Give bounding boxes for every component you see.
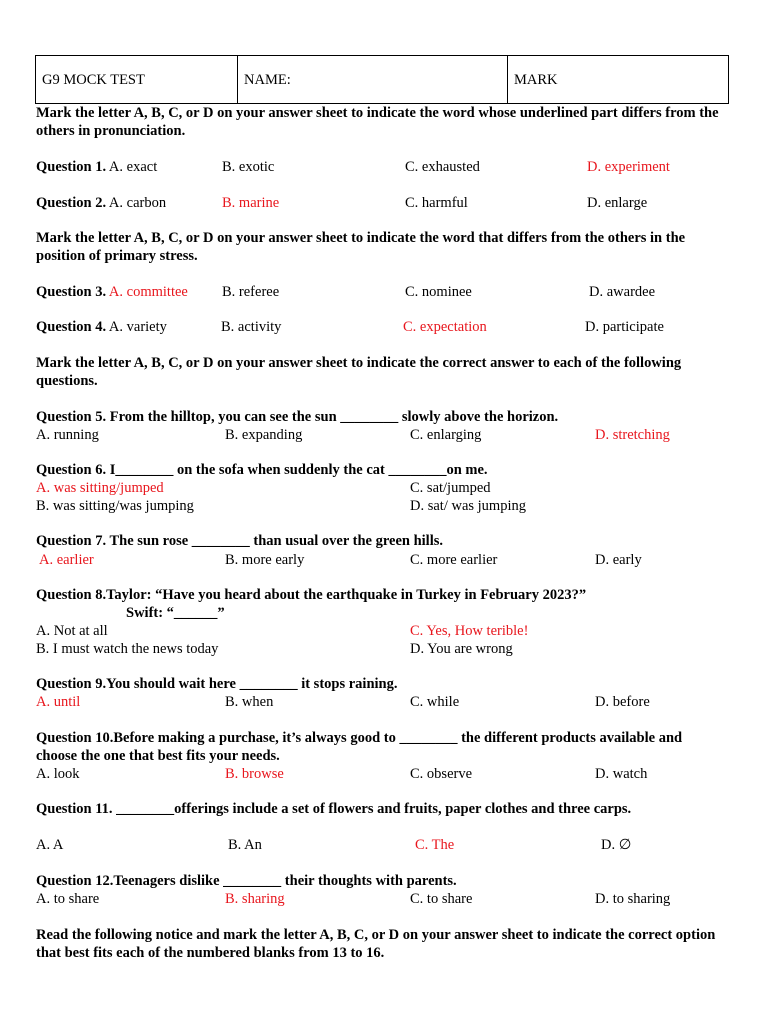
option-d: D. before [595, 694, 650, 710]
option-c: C. more earlier [410, 552, 498, 568]
option-b-answer: B. marine [222, 195, 280, 211]
name-label: NAME: [244, 72, 291, 88]
question-prompt: Taylor: “Have you heard about the earthquake in Turkey in February 2023?” [106, 587, 587, 603]
instruction-notice: Read the following notice and mark the letter A, B, C, or D on your answer sheet to indicate the correct option that best fits each of the numbered blanks from 13 to 16. [36, 927, 716, 961]
instruction-correct-answer: Mark the letter A, B, C, or D on your answer sheet to indicate the correct answer to each of the following questions. [36, 355, 682, 389]
question-12 [36, 872, 457, 890]
question-label: Question 4. [36, 319, 107, 335]
question-label: Question 2. [36, 195, 107, 211]
question-4 [36, 318, 167, 336]
option-d: D. watch [595, 766, 648, 782]
question-label: Question 7. [36, 533, 107, 549]
option-c-answer: C. expectation [403, 319, 487, 335]
question-3 [36, 283, 188, 301]
option-b: B. exotic [222, 159, 275, 175]
question-9 [36, 675, 397, 693]
question-label: Question 9. [36, 676, 107, 692]
mark-cell [508, 56, 728, 103]
question-10 [36, 729, 726, 765]
instruction-stress: Mark the letter A, B, C, or D on your answer sheet to indicate the word that differs from the others in the position of primary stress. [36, 230, 686, 264]
option-b: B. activity [221, 319, 282, 335]
question-8 [36, 586, 586, 604]
question-prompt: Before making a purchase, it’s always good to ________ the different products available and choose the one that best fits your needs. [36, 730, 683, 764]
question-label: Question 10. [36, 730, 114, 746]
option-d: D. participate [585, 319, 664, 335]
question-prompt: The sun rose ________ than usual over the green hills. [109, 533, 444, 549]
question-prompt: ________offerings include a set of flowers and fruits, paper clothes and three carps. [112, 801, 632, 817]
question-5 [36, 408, 558, 426]
question-7 [36, 532, 443, 550]
question-label: Question 1. [36, 159, 107, 175]
option-c: C. to share [410, 891, 473, 907]
option-a-answer: A. until [36, 694, 81, 710]
option-c: C. observe [410, 766, 473, 782]
option-a: A. variety [108, 319, 167, 335]
question-prompt: You should wait here ________ it stops raining. [106, 676, 398, 692]
option-a: A. to share [36, 891, 100, 907]
question-11 [36, 800, 631, 818]
option-d: D. ∅ [601, 837, 632, 853]
option-b: B. more early [225, 552, 305, 568]
question-label: Question 12. [36, 873, 114, 889]
test-title-cell [36, 56, 238, 103]
question-label: Question 3. [36, 284, 107, 300]
question-prompt: Teenagers dislike ________ their thoughts with parents. [113, 873, 457, 889]
option-d: D. You are wrong [410, 641, 513, 657]
option-b: B. I must watch the news today [36, 641, 219, 657]
test-title: G9 MOCK TEST [42, 72, 145, 88]
question-6 [36, 461, 488, 479]
option-c: C. sat/jumped [410, 480, 491, 496]
option-b: B. An [228, 837, 262, 853]
option-b-answer: B. sharing [225, 891, 285, 907]
option-a: A. Not at all [36, 623, 108, 639]
option-a: A. exact [108, 159, 158, 175]
question-prompt: From the hilltop, you can see the sun ________ slowly above the horizon. [109, 409, 559, 425]
question-label: Question 5. [36, 409, 107, 425]
option-d: D. early [595, 552, 642, 568]
header-table [35, 55, 729, 104]
question-prompt: I________ on the sofa when suddenly the cat ________on me. [109, 462, 488, 478]
question-label: Question 11. [36, 801, 113, 817]
option-b: B. expanding [225, 427, 303, 443]
option-c: C. harmful [405, 195, 468, 211]
option-a: A. A [36, 837, 64, 853]
option-d: D. to sharing [595, 891, 671, 907]
option-c-answer: C. Yes, How terible! [410, 623, 529, 639]
option-b: B. when [225, 694, 274, 710]
option-a-answer: A. earlier [39, 552, 94, 568]
option-a-answer: A. was sitting/jumped [36, 480, 164, 496]
option-d: D. sat/ was jumping [410, 498, 526, 514]
question-label: Question 8. [36, 587, 107, 603]
option-a: A. carbon [108, 195, 167, 211]
question-1 [36, 158, 157, 176]
option-b-answer: B. browse [225, 766, 284, 782]
option-c-answer: C. The [415, 837, 455, 853]
option-d: D. enlarge [587, 195, 648, 211]
option-b: B. was sitting/was jumping [36, 498, 194, 514]
option-a: A. look [36, 766, 80, 782]
option-a: A. running [36, 427, 99, 443]
question-label: Question 6. [36, 462, 107, 478]
option-c: C. nominee [405, 284, 472, 300]
mark-label: MARK [514, 72, 558, 88]
option-c: C. while [410, 694, 460, 710]
option-c: C. exhausted [405, 159, 480, 175]
option-b: B. referee [222, 284, 280, 300]
option-d-answer: D. stretching [595, 427, 670, 443]
name-cell [238, 56, 508, 103]
option-d: D. awardee [589, 284, 656, 300]
option-c: C. enlarging [410, 427, 482, 443]
option-d-answer: D. experiment [587, 159, 670, 175]
instruction-pronunciation: Mark the letter A, B, C, or D on your answer sheet to indicate the word whose underlined part differs from the others in pronunciation. [36, 105, 719, 139]
option-a-answer: A. committee [108, 284, 188, 300]
question-2 [36, 194, 166, 212]
question-prompt-reply: Swift: “______” [126, 605, 225, 621]
